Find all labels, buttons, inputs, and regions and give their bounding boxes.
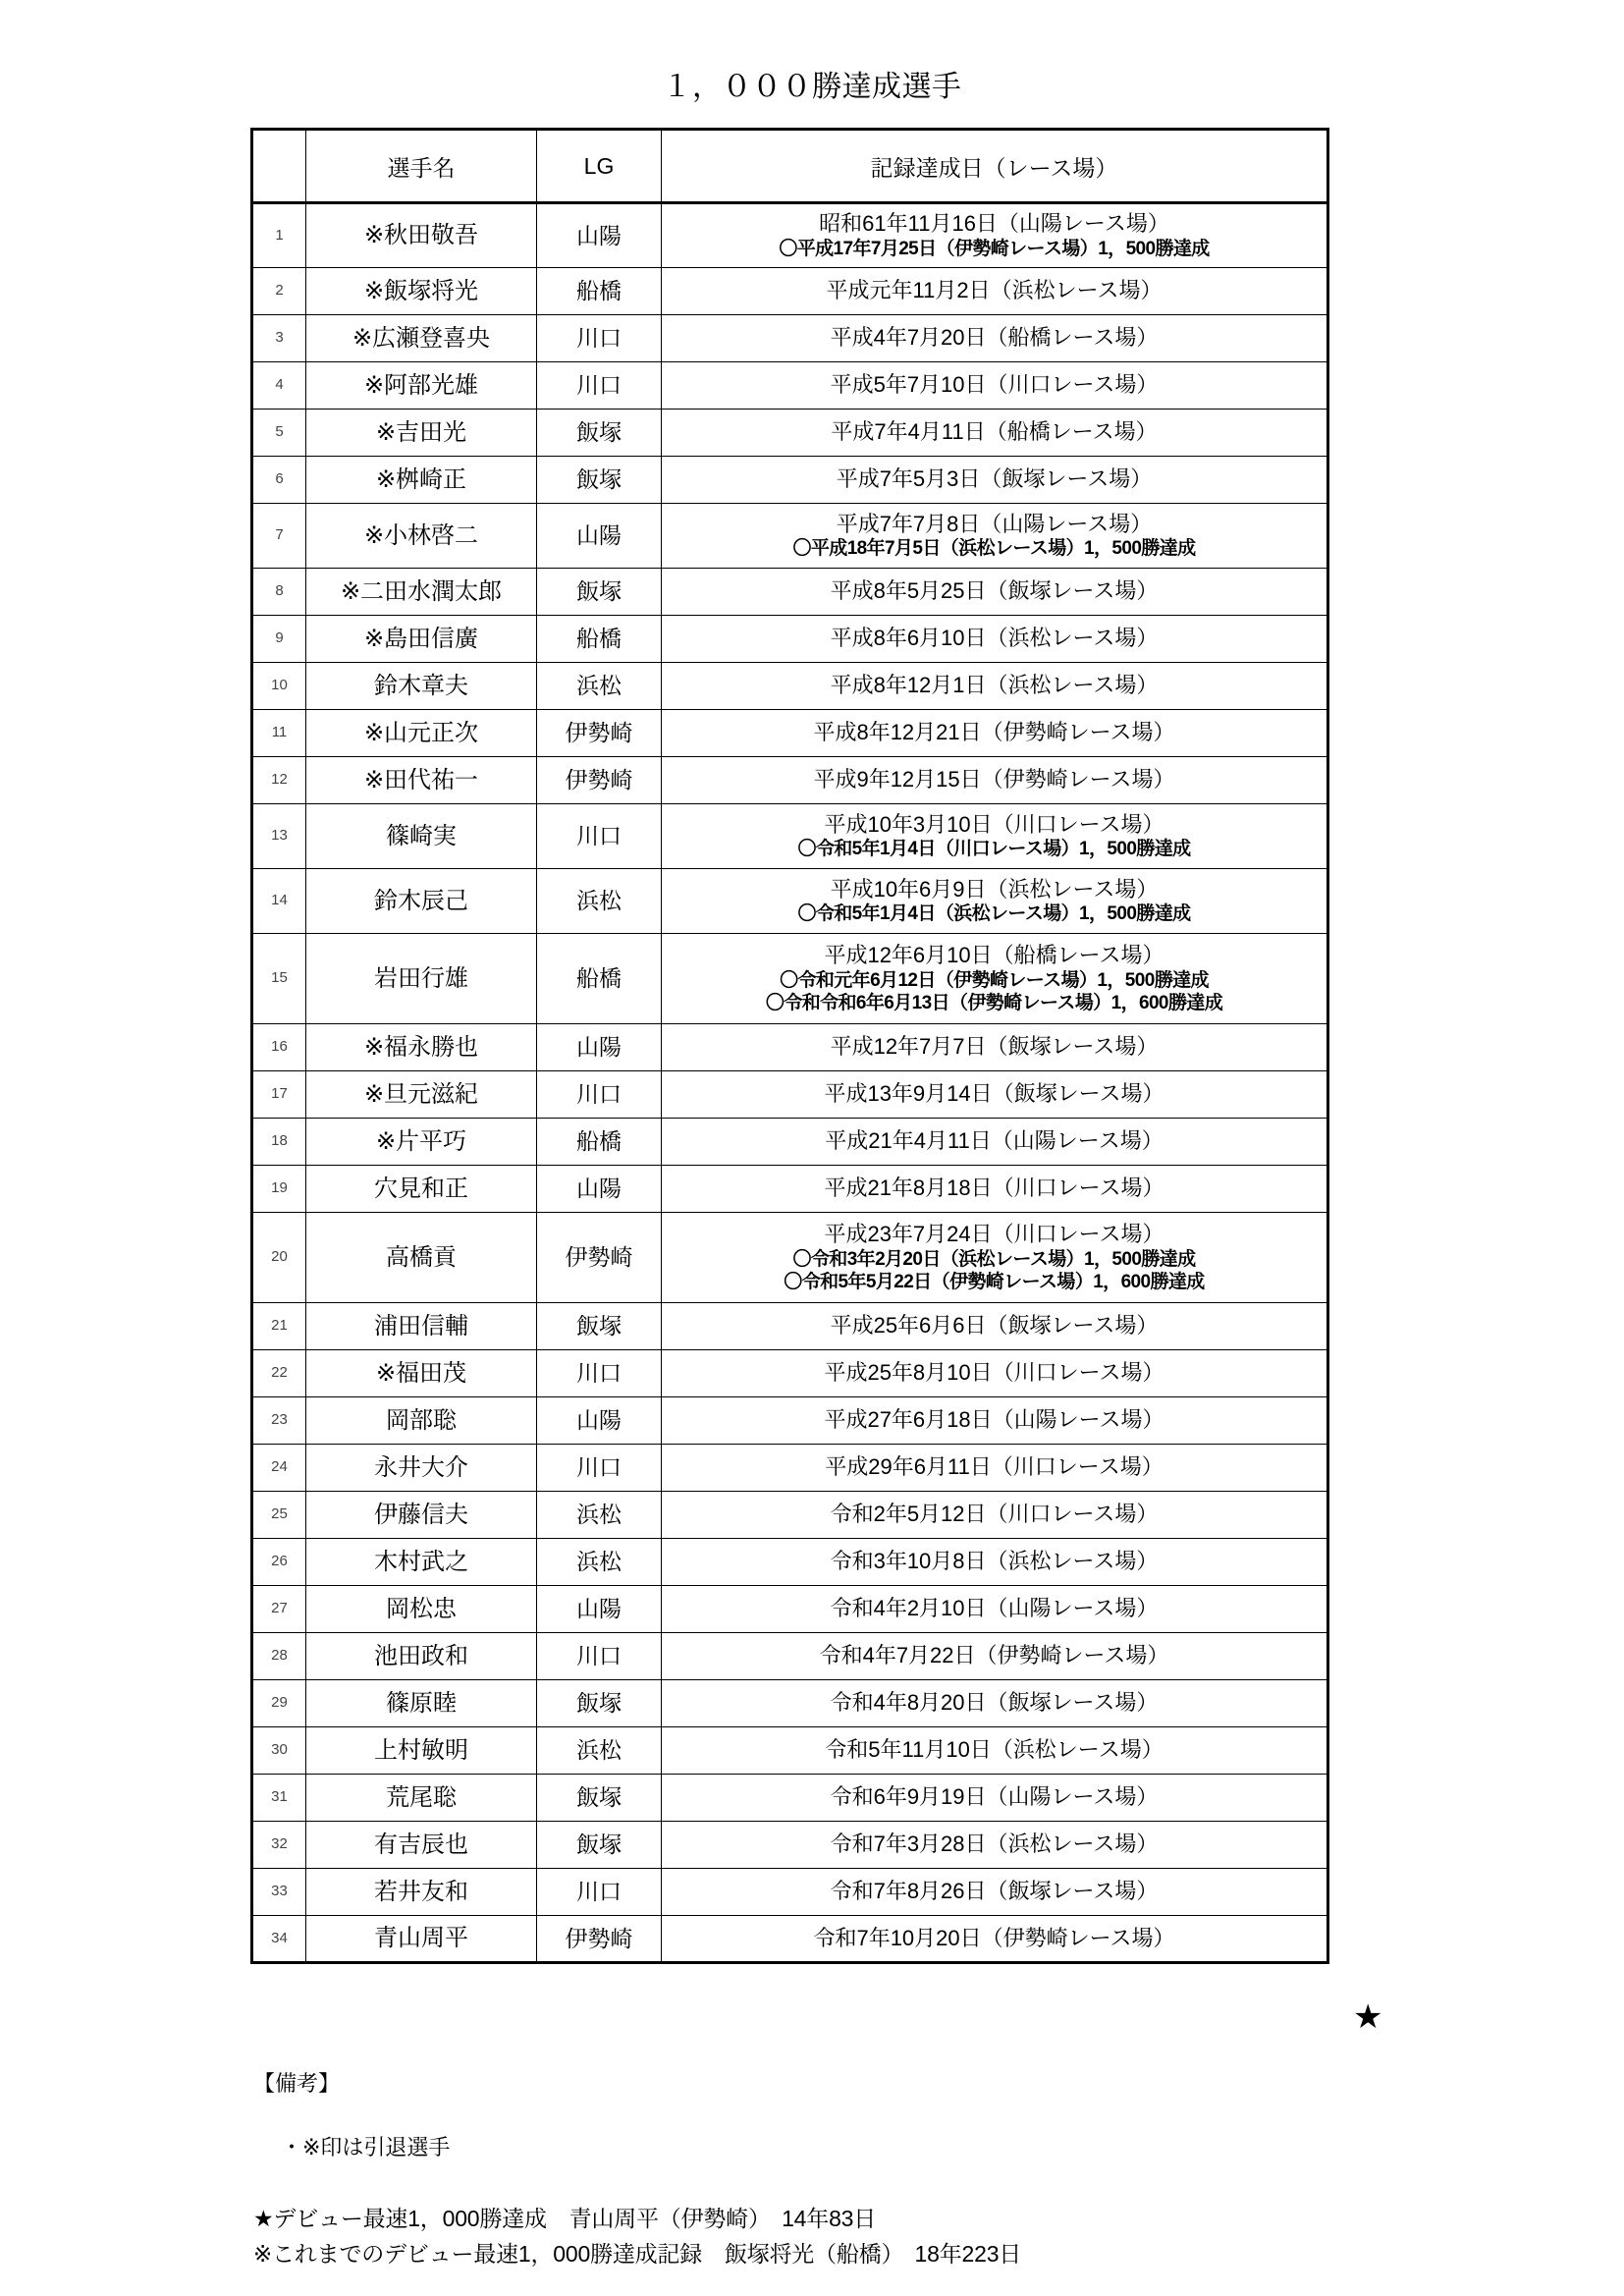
player-league: 伊勢崎 [537, 757, 662, 804]
record-milestone: 〇令和3年2月20日（浜松レース場）1，500勝達成 [792, 1248, 1196, 1270]
row-number: 29 [252, 1680, 306, 1727]
player-league: 飯塚 [537, 457, 662, 504]
player-league: 浜松 [537, 1539, 662, 1586]
row-number: 28 [252, 1633, 306, 1680]
record-primary: 令和7年3月28日（浜松レース場） [830, 1831, 1159, 1857]
record-milestone: 〇令和令和6年6月13日（伊勢崎レース場）1，600勝達成 [765, 992, 1223, 1013]
player-league: 山陽 [537, 1397, 662, 1445]
player-name: 有吉辰也 [306, 1822, 537, 1869]
record-cell [662, 315, 1328, 362]
table-row [252, 1303, 1328, 1350]
record-cell [662, 203, 1328, 268]
record-cell [662, 804, 1328, 869]
record-cell [662, 410, 1328, 457]
record-primary: 令和7年10月20日（伊勢崎レース場） [813, 1925, 1175, 1950]
record-primary: 令和5年11月10日（浜松レース場） [825, 1737, 1164, 1763]
table-row [252, 869, 1328, 934]
record-primary: 令和2年5月12日（川口レース場） [830, 1502, 1159, 1527]
table-row [252, 362, 1328, 410]
table-row [252, 1586, 1328, 1633]
player-league: 川口 [537, 362, 662, 410]
player-name: 岡松忠 [306, 1586, 537, 1633]
row-number: 24 [252, 1445, 306, 1492]
record-cell [662, 1586, 1328, 1633]
record-cell [662, 757, 1328, 804]
record-cell [662, 268, 1328, 315]
player-name: 岩田行雄 [306, 934, 537, 1024]
player-league: 飯塚 [537, 1775, 662, 1822]
table-row [252, 1397, 1328, 1445]
player-league: 船橋 [537, 616, 662, 663]
record-cell [662, 1916, 1328, 1963]
player-name: ※飯塚将光 [306, 268, 537, 315]
table-row [252, 1445, 1328, 1492]
record-cell [662, 1445, 1328, 1492]
player-league: 飯塚 [537, 1680, 662, 1727]
player-name: ※二田水潤太郎 [306, 569, 537, 616]
record-primary: 平成4年7月20日（船橋レース場） [830, 325, 1159, 351]
player-name: ※旦元滋紀 [306, 1071, 537, 1119]
table-row [252, 616, 1328, 663]
player-league: 浜松 [537, 869, 662, 934]
player-name: 上村敏明 [306, 1727, 537, 1775]
achievers-table-container [250, 128, 1326, 1964]
player-league: 飯塚 [537, 1822, 662, 1869]
table-row [252, 1539, 1328, 1586]
player-name: ※田代祐一 [306, 757, 537, 804]
table-row [252, 757, 1328, 804]
player-league: 飯塚 [537, 569, 662, 616]
player-league: 山陽 [537, 1166, 662, 1213]
player-league: 浜松 [537, 1727, 662, 1775]
table-row [252, 1119, 1328, 1166]
player-name: ※秋田敬吾 [306, 203, 537, 268]
row-number: 16 [252, 1024, 306, 1071]
record-milestone: 〇平成17年7月25日（伊勢崎レース場）1，500勝達成 [779, 238, 1210, 259]
record-primary: 平成8年12月21日（伊勢崎レース場） [813, 720, 1175, 745]
player-name: ※桝崎正 [306, 457, 537, 504]
achievers-table [250, 128, 1329, 1964]
record-cell [662, 1166, 1328, 1213]
player-league: 船橋 [537, 934, 662, 1024]
record-primary: 平成29年6月11日（川口レース場） [825, 1454, 1164, 1480]
row-number: 32 [252, 1822, 306, 1869]
record-cell [662, 1119, 1328, 1166]
record-cell [662, 1869, 1328, 1916]
notes-heading: 【備考】 [253, 2071, 341, 2096]
record-cell [662, 569, 1328, 616]
player-name: 伊藤信夫 [306, 1492, 537, 1539]
record-cell [662, 869, 1328, 934]
player-league: 川口 [537, 1350, 662, 1397]
table-row [252, 1024, 1328, 1071]
player-league: 川口 [537, 1445, 662, 1492]
table-row [252, 569, 1328, 616]
player-league: 伊勢崎 [537, 1213, 662, 1303]
player-name: 篠崎実 [306, 804, 537, 869]
row-number: 4 [252, 362, 306, 410]
player-name: ※福田茂 [306, 1350, 537, 1397]
row-number: 8 [252, 569, 306, 616]
player-league: 浜松 [537, 663, 662, 710]
player-league: 山陽 [537, 1586, 662, 1633]
row-number: 33 [252, 1869, 306, 1916]
table-body [252, 203, 1328, 1963]
table-row [252, 268, 1328, 315]
player-league: 伊勢崎 [537, 1916, 662, 1963]
record-primary: 平成10年3月10日（川口レース場） [824, 811, 1164, 837]
player-name: 荒尾聡 [306, 1775, 537, 1822]
record-primary: 令和6年9月19日（山陽レース場） [830, 1784, 1159, 1810]
table-row [252, 1916, 1328, 1963]
table-row [252, 1775, 1328, 1822]
player-name: 永井大介 [306, 1445, 537, 1492]
player-league: 川口 [537, 1633, 662, 1680]
row-number: 21 [252, 1303, 306, 1350]
record-primary: 令和7年8月26日（飯塚レース場） [830, 1879, 1159, 1904]
table-row [252, 315, 1328, 362]
row-number: 6 [252, 457, 306, 504]
player-league: 飯塚 [537, 410, 662, 457]
page-title: １，０００勝達成選手 [662, 71, 962, 103]
table-row [252, 504, 1328, 569]
player-name: 木村武之 [306, 1539, 537, 1586]
notes-bullet-retired: ・※印は引退選手 [281, 2135, 451, 2159]
player-name: ※山元正次 [306, 710, 537, 757]
record-primary: 平成12年6月10日（船橋レース場） [824, 942, 1164, 967]
record-primary: 平成元年11月2日（浜松レース場） [826, 278, 1163, 303]
row-number: 14 [252, 869, 306, 934]
table-row [252, 663, 1328, 710]
table-row [252, 710, 1328, 757]
table-header-row [252, 130, 1328, 203]
record-primary: 平成25年6月6日（飯塚レース場） [830, 1313, 1159, 1339]
table-row [252, 1166, 1328, 1213]
player-league: 伊勢崎 [537, 710, 662, 757]
player-name: ※福永勝也 [306, 1024, 537, 1071]
table-row [252, 1071, 1328, 1119]
player-league: 船橋 [537, 1119, 662, 1166]
player-league: 山陽 [537, 1024, 662, 1071]
table-row [252, 410, 1328, 457]
record-cell [662, 663, 1328, 710]
table-row [252, 1633, 1328, 1680]
table-row [252, 1213, 1328, 1303]
record-cell [662, 1397, 1328, 1445]
player-league: 山陽 [537, 203, 662, 268]
player-name: ※片平巧 [306, 1119, 537, 1166]
row-number: 9 [252, 616, 306, 663]
player-league: 飯塚 [537, 1303, 662, 1350]
row-number: 7 [252, 504, 306, 569]
player-name: 若井友和 [306, 1869, 537, 1916]
player-league: 川口 [537, 1869, 662, 1916]
row-number: 5 [252, 410, 306, 457]
record-primary: 平成7年7月8日（山陽レース場） [836, 511, 1153, 536]
record-primary: 平成7年5月3日（飯塚レース場） [836, 466, 1153, 492]
record-cell [662, 1680, 1328, 1727]
record-primary: 平成27年6月18日（山陽レース場） [824, 1407, 1164, 1433]
record-cell [662, 1822, 1328, 1869]
table-row [252, 1492, 1328, 1539]
row-number: 25 [252, 1492, 306, 1539]
record-primary: 令和4年8月20日（飯塚レース場） [830, 1690, 1159, 1716]
record-primary: 平成8年6月10日（浜松レース場） [830, 626, 1159, 651]
player-league: 川口 [537, 1071, 662, 1119]
player-name: 高橋貢 [306, 1213, 537, 1303]
record-primary: 平成21年8月18日（川口レース場） [824, 1175, 1164, 1201]
player-league: 川口 [537, 315, 662, 362]
player-league: 船橋 [537, 268, 662, 315]
player-league: 川口 [537, 804, 662, 869]
record-primary: 令和3年10月8日（浜松レース場） [830, 1549, 1159, 1574]
row-number: 22 [252, 1350, 306, 1397]
record-primary: 令和4年7月22日（伊勢崎レース場） [819, 1643, 1169, 1668]
notes-previous-record: ※これまでのデビュー最速1，000勝達成記録 飯塚将光（船橋） 18年223日 [253, 2241, 1022, 2267]
column-header-no [252, 130, 306, 203]
row-number: 2 [252, 268, 306, 315]
record-milestone: 〇令和5年5月22日（伊勢崎レース場）1，600勝達成 [784, 1271, 1205, 1292]
player-name: ※島田信廣 [306, 616, 537, 663]
player-name: ※吉田光 [306, 410, 537, 457]
table-row [252, 934, 1328, 1024]
record-primary: 平成21年4月11日（山陽レース場） [825, 1128, 1164, 1154]
table-row [252, 1350, 1328, 1397]
row-number: 23 [252, 1397, 306, 1445]
record-cell [662, 1727, 1328, 1775]
table-row [252, 1727, 1328, 1775]
record-cell [662, 934, 1328, 1024]
row-number: 15 [252, 934, 306, 1024]
record-cell [662, 1303, 1328, 1350]
row-number: 1 [252, 203, 306, 268]
player-name: ※小林啓二 [306, 504, 537, 569]
player-name: ※広瀬登喜央 [306, 315, 537, 362]
record-primary: 平成9年12月15日（伊勢崎レース場） [813, 767, 1175, 793]
record-cell [662, 616, 1328, 663]
record-primary: 平成25年8月10日（川口レース場） [824, 1360, 1164, 1386]
row-number: 20 [252, 1213, 306, 1303]
player-name: 鈴木辰己 [306, 869, 537, 934]
record-milestone: 〇平成18年7月5日（浜松レース場）1，500勝達成 [792, 538, 1196, 560]
record-cell [662, 457, 1328, 504]
row-number: 19 [252, 1166, 306, 1213]
record-cell [662, 1775, 1328, 1822]
record-cell [662, 362, 1328, 410]
player-name: 篠原睦 [306, 1680, 537, 1727]
record-cell [662, 1071, 1328, 1119]
table-header [252, 130, 1328, 203]
row-number: 11 [252, 710, 306, 757]
record-primary: 平成23年7月24日（川口レース場） [824, 1221, 1164, 1246]
player-name: 岡部聡 [306, 1397, 537, 1445]
player-name: 鈴木章夫 [306, 663, 537, 710]
table-row [252, 1822, 1328, 1869]
notes-fastest-debut: ★デビュー最速1，000勝達成 青山周平（伊勢崎） 14年83日 [253, 2206, 877, 2231]
row-number: 3 [252, 315, 306, 362]
player-league: 浜松 [537, 1492, 662, 1539]
column-header-lg: LG [537, 130, 662, 203]
column-header-name: 選手名 [306, 130, 537, 203]
record-cell [662, 1539, 1328, 1586]
table-row [252, 203, 1328, 268]
record-cell [662, 1213, 1328, 1303]
player-name: 池田政和 [306, 1633, 537, 1680]
record-cell [662, 1024, 1328, 1071]
player-name: 青山周平 [306, 1916, 537, 1963]
record-primary: 平成8年12月1日（浜松レース場） [830, 673, 1159, 698]
row-number: 31 [252, 1775, 306, 1822]
table-row [252, 804, 1328, 869]
record-primary: 平成10年6月9日（浜松レース場） [830, 876, 1159, 902]
row-number: 10 [252, 663, 306, 710]
record-cell [662, 1492, 1328, 1539]
column-header-record: 記録達成日（レース場） [662, 130, 1328, 203]
record-cell [662, 1350, 1328, 1397]
record-primary: 平成5年7月10日（川口レース場） [830, 372, 1159, 398]
player-name: 穴見和正 [306, 1166, 537, 1213]
record-milestone: 〇令和5年1月4日（川口レース場）1，500勝達成 [797, 839, 1191, 860]
record-cell [662, 710, 1328, 757]
table-row [252, 1869, 1328, 1916]
row-number: 27 [252, 1586, 306, 1633]
row-number: 12 [252, 757, 306, 804]
record-primary: 令和4年2月10日（山陽レース場） [830, 1596, 1159, 1621]
record-primary: 平成12年7月7日（飯塚レース場） [830, 1034, 1159, 1060]
record-milestone: 〇令和元年6月12日（伊勢崎レース場）1，500勝達成 [780, 969, 1209, 991]
record-primary: 平成13年9月14日（飯塚レース場） [824, 1081, 1164, 1107]
notes-section [253, 2067, 1432, 2271]
player-league: 山陽 [537, 504, 662, 569]
table-row [252, 457, 1328, 504]
star-icon: ★ [1353, 1998, 1383, 2036]
record-primary: 平成7年4月11日（船橋レース場） [831, 419, 1158, 445]
record-cell [662, 504, 1328, 569]
row-number: 18 [252, 1119, 306, 1166]
row-number: 30 [252, 1727, 306, 1775]
record-milestone: 〇令和5年1月4日（浜松レース場）1，500勝達成 [797, 903, 1191, 925]
player-name: ※阿部光雄 [306, 362, 537, 410]
record-primary: 平成8年5月25日（飯塚レース場） [830, 578, 1159, 604]
table-row [252, 1680, 1328, 1727]
row-number: 34 [252, 1916, 306, 1963]
record-cell [662, 1633, 1328, 1680]
row-number: 26 [252, 1539, 306, 1586]
record-primary: 昭和61年11月16日（山陽レース場） [819, 211, 1169, 236]
row-number: 13 [252, 804, 306, 869]
player-name: 浦田信輔 [306, 1303, 537, 1350]
row-number: 17 [252, 1071, 306, 1119]
